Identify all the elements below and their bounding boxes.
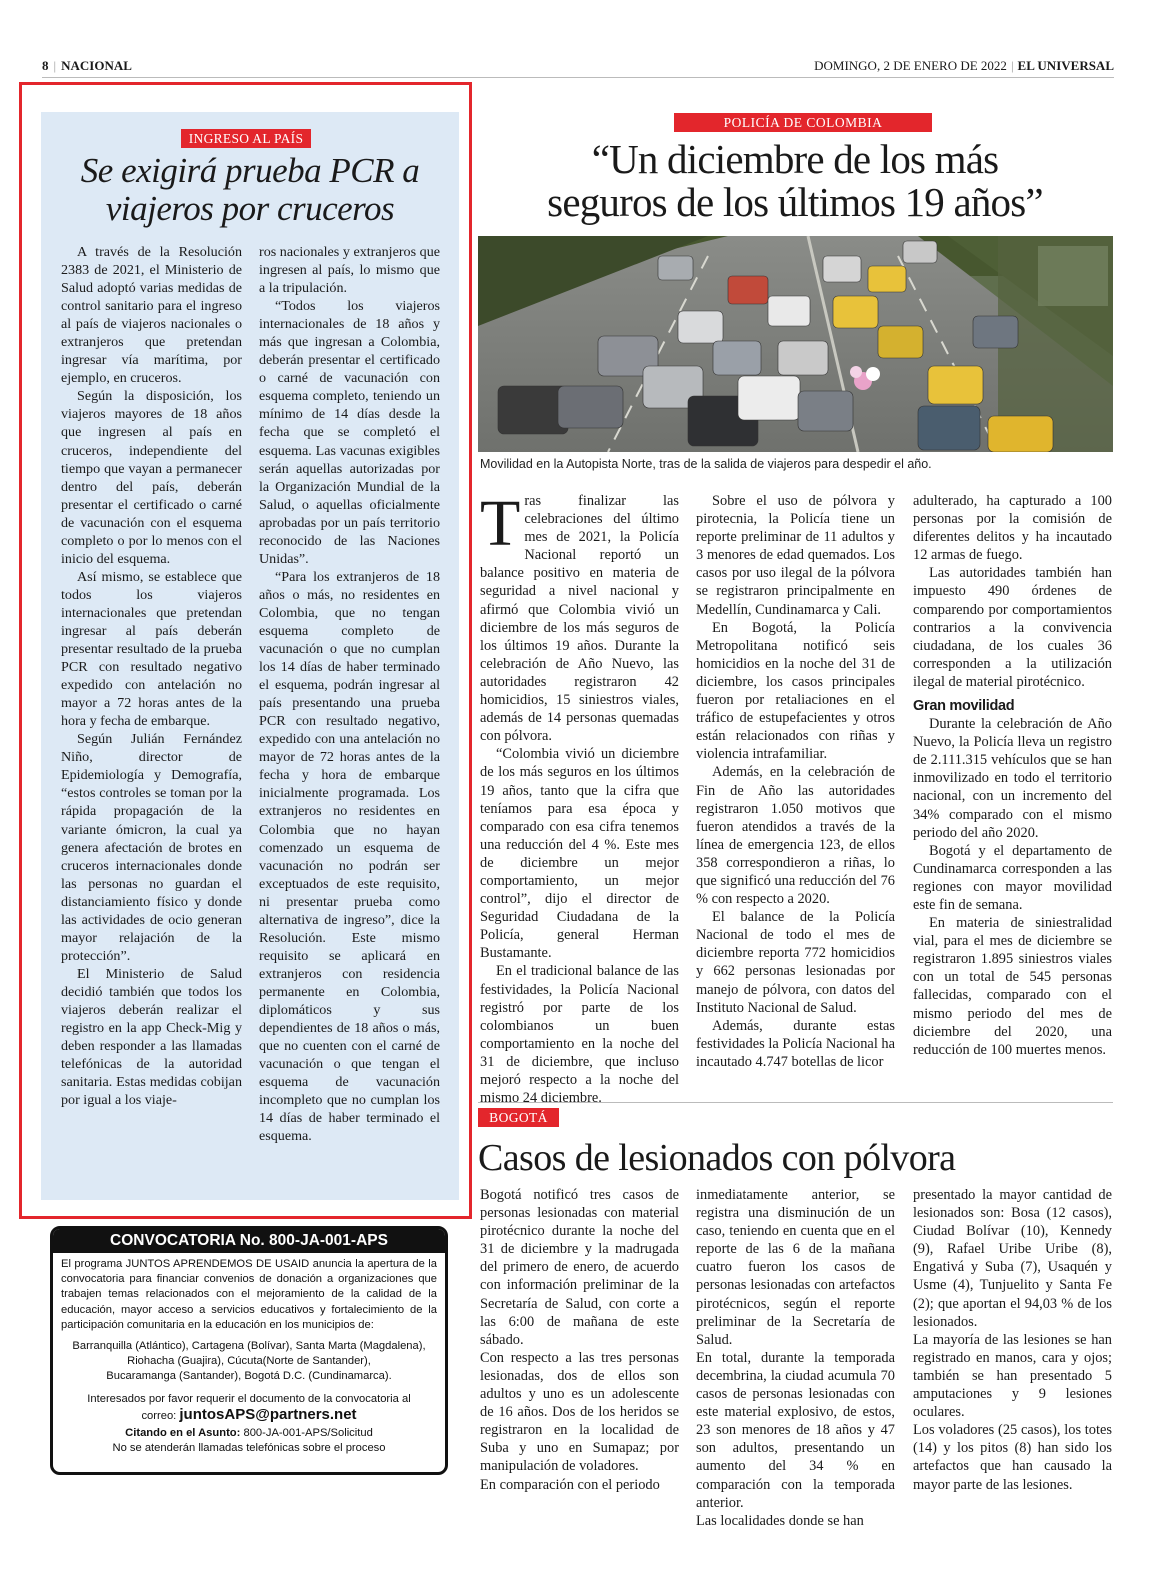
newspaper-brand: EL UNIVERSAL [1017,58,1114,73]
main-headline: “Un diciembre de los más seguros de los últimos 19 años” [547,136,1043,225]
issue-date: DOMINGO, 2 DE ENERO DE 2022 [814,58,1007,73]
paragraph: “Todos los viajeros internacionales de 18 años y más que ingresan a Colombia, deberán presentar el certificado o carné de vacunación con esquema completo, teniendo un mínimo de 14 días desde la fecha que se completó el esquema. Las vacunas exigibles serán aquellas autorizadas por la Organización Mundial de la Salud, o aquellas oficialmente aprobadas por un país territorio reconocido de las Naciones Unidas”. [259,298,440,567]
main-column-2 [696,492,895,1071]
page-header [42,56,1114,78]
ad-email-link[interactable]: juntosAPS@partners.net [179,1405,357,1423]
ad-interest-line: Interesados por favor requerir el documento de la convocatoria al [87,1392,411,1405]
paragraph: La mayoría de las lesiones se han registrado en manos, cara y ojos; también se han presentado 5 amputaciones y 9 lesiones oculares. [913,1331,1112,1421]
header-left: 8 | NACIONAL [42,58,132,73]
bogota-column-2 [696,1186,895,1530]
paragraph: En total, durante la temporada decembrina, la ciudad acumula 70 casos de personas lesionadas con este material explosivo, de estos, 23 son menores de 18 años y 47 son adultos, presentando un aumento del 34 % en comparación con la temporada anterior. [696,1349,895,1511]
sidebar-headline: Se exigirá prueba PCR a viajeros por cruceros [80,151,420,228]
paragraph: Además, durante estas festividades la Policía Nacional ha incautado 4.747 botellas de licor [696,1017,896,1070]
main-column-3 [913,492,1112,1059]
paragraph: ros nacionales y extranjeros que ingresen al país, lo mismo que a la tripulación. [259,244,440,297]
paragraph: adulterado, ha capturado a 100 personas por la comisión de diferentes delitos y ha incautado 12 armas de fuego. [913,493,1112,564]
section-name: NACIONAL [61,58,132,73]
paragraph: Además, en la celebración de Fin de Año las autoridades registraron 1.050 motivos que fueron atendidos a través de la línea de emergencia 123, de ellos 358 correspondieron a riñas, lo que significó una reducción del 76 % con respecto a 2020. [696,764,895,908]
paragraph: Sobre el uso de pólvora y pirotecnia, la Policía tiene un reporte preliminar de 11 adultos y 3 menores de edad quemados. Los casos por uso ilegal de la pólvora se registraron principalmente en Medellín, Cundinamarca y Cali. [696,493,895,618]
paragraph: Con respecto a las tres personas lesionadas, dos de ellos son adultos y uno es un adolescente de 16 años. Dos de los heridos se registraron en la localidad de Suba y uno en Sumapaz; por manipulación de voladores. [480,1349,679,1475]
paragraph: En materia de siniestralidad vial, para el mes de diciembre se registraron 1.895 siniestros viales con un total de 545 personas fallecidas, comparado con el mismo periodo del mes de diciembre del 2020, una reducción de 100 muertes menos. [913,915,1112,1058]
sidebar-column-1 [61,243,242,1109]
paragraph: presentado la mayor cantidad de lesionados son: Bosa (12 casos), Ciudad Bolívar (10), Kennedy (9), Rafael Uribe Uribe (8), Engativá y Suba (7), Usaquén y Usme (4), Tunjuelito y Santa Fe (2); que aportan el 94,03 % de los lesionados. [913,1187,1112,1330]
section-divider [478,1102,1113,1103]
sidebar-kicker: INGRESO AL PAÍS [181,129,311,148]
bogota-column-3 [913,1186,1112,1494]
ad-title: CONVOCATORIA No. 800-JA-001-APS [53,1229,445,1253]
subheading: Gran movilidad [913,698,1015,715]
bogota-column-1 [480,1186,679,1494]
main-kicker: POLICÍA DE COLOMBIA [674,113,932,132]
drop-cap: T [480,487,521,560]
paragraph: Las localidades donde se han [696,1512,864,1529]
ad-email-line: correo: juntosAPS@partners.net [141,1405,357,1423]
sidebar-column-2 [259,243,440,1145]
paragraph: Según Julián Fernández Niño, director de Epidemiología y Demografía, “estos controles se toman por la rápida propagación de la variante ómicron, la cual ya genera afectación de brotes en cruceros internacionales donde las personas no guardan el distanciamiento físico y donde las actividades de ocio generan mayor relajación de la protección”. [61,731,242,964]
highway-traffic-photo [478,236,1113,452]
paragraph: El balance de la Policía Nacional de todo el mes de diciembre reporta 772 homicidios y 662 personas lesionadas por manejo de pólvora, con datos del Instituto Nacional de Salud. [696,909,895,1016]
bogota-headline: Casos de lesionados con pólvora [478,1137,956,1179]
header-right: DOMINGO, 2 DE ENERO DE 2022 | EL UNIVERSAL [814,58,1114,73]
lead-paragraph: Tras finalizar las celebraciones del último mes de 2021, la Policía Nacional reportó un balance positivo en materia de seguridad a nivel nacional y afirmó que Colombia vivió un diciembre de los más seguros de los últimos 19 años. Durante la celebración de Año Nuevo, las autoridades registraron 42 homicidios, 15 siniestros viales, además de 14 personas quemadas con pólvora. [480,487,679,745]
bogota-kicker: BOGOTÁ [478,1108,559,1127]
paragraph: “Para los extranjeros de 18 años o más, no residentes en Colombia, que no tengan esquema completo de vacunación o que no cumplan los 14 días de haber terminado el esquema, podrán ingresar al país presentando una prueba PCR con resultado negativo, expedido con una antelación no mayor de 72 horas antes de la fecha y hora de embarque inicialmente programada. Los extranjeros no residentes en Colombia que no hayan comenzado un esquema de vacunación no podrán ser exceptuados de este requisito, ni presentar prueba como alternativa de ingreso”, dice la Resolución. Este mismo requisito se aplicará en extranjeros con residencia permanente en Colombia, diplomáticos y sus dependientes de 18 años o más, que no cuenten con el carné de vacunación o que tengan el esquema de vacunación incompleto que no cumplan los 14 días de haber terminado el esquema. [259,568,440,1145]
paragraph: Los voladores (25 casos), los totes (14) y los pitos (8) han sido los artefactos que han causado la mayor parte de las lesiones. [913,1422,1112,1493]
main-column-1 [480,487,679,1107]
photo-caption: Movilidad en la Autopista Norte, tras de la salida de viajeros para despedir el año. [480,457,932,471]
paragraph: Bogotá y el departamento de Cundinamarca corresponden a las regiones con mayor movilidad este fin de semana. [913,842,1112,913]
paragraph: En comparación con el periodo [480,1476,660,1493]
paragraph: Bogotá notificó tres casos de personas lesionadas con material pirotécnico durante la noche del 31 de diciembre y la madrugada del primero de enero, de acuerdo con información preliminar de la Secretaría de Salud, con corte a las 6:00 de mañana de este sábado. [480,1187,679,1348]
ad-body [53,1253,445,1456]
ad-intro: El programa JUNTOS APRENDEMOS DE USAID anuncia la apertura de la convocatoria para financiar convenios de donación a organizaciones que trabajen temas relacionados con el mejoramiento de la calidad de la educación, mayor acceso a servicios educativos y fortalecimiento de la participación comunitaria en la educación en los municipios de: [61,1258,437,1331]
paragraph: Así mismo, se establece que todos los viajeros internacionales que pretendan ingresar al país deberán presentar resultado de la prueba PCR con resultado negativo expedido con antelación no mayor a 72 horas antes de la hora y fecha de embarque. [61,568,242,730]
paragraph: En Bogotá, la Policía Metropolitana notificó seis homicidios en la noche del 31 de diciembre, los casos principales fueron por retaliaciones en el tráfico de estupefacientes y otros están relacionados con riñas y violencia intrafamiliar. [696,619,895,763]
ad-subject-line: Citando en el Asunto: 800-JA-001-APS/Solicitud [125,1427,373,1440]
ad-note: No se atenderán llamadas telefónicas sobre el proceso [112,1442,386,1455]
paragraph: inmediatamente anterior, se registra una disminución de un caso, teniendo en cuenta que en el reporte de las 6 de la mañana cuatro fueron los casos de personas lesionadas con artefactos pirotécnicos, según el reporte preliminar de la Secretaría de Salud. [696,1187,895,1348]
paragraph: El Ministerio de Salud decidió también que todos los viajeros deberán realizar el registro en la app Check-Mig y deben responder a las llamadas telefónicas de la autoridad sanitaria. Estas medidas cobijan por igual a los viaje- [61,965,242,1109]
paragraph: En el tradicional balance de las festividades, la Policía Nacional registró por parte de los colombianos un buen comportamiento en la noche del 31 de diciembre, que incluso mejoró respecto a la noche del mismo 24 diciembre. [480,963,679,1107]
page-number: 8 [42,58,49,73]
paragraph: Las autoridades también han impuesto 490 órdenes de comparendo por comportamientos contrarios a la convivencia ciudadana, de los cuales 36 corresponden a la utilización ilegal de material pirotécnico. [913,565,1112,690]
convocatoria-ad [50,1226,448,1475]
paragraph: Según la disposición, los viajeros mayores de 18 años que ingresen al país en cruceros, independiente del tiempo que vayan a permanecer dentro del país, deberán presentar el certificado o carné de vacunación con el esquema completo o por lo menos con el inicio del esquema. [61,388,242,567]
traffic-illustration [478,236,1113,452]
ad-municipalities: Barranquilla (Atlántico), Cartagena (Bolívar), Santa Marta (Magdalena), Riohacha (Guajira), Cúcuta(Norte de Santander), Bucaramanga (Santander), Bogotá D.C. (Cundinamarca). [72,1340,426,1383]
paragraph: A través de la Resolución 2383 de 2021, el Ministerio de Salud adoptó varias medidas de control sanitario para el ingreso al país de viajeros nacionales o extranjeros que pretendan ingresar vía marítima, por ejemplo, en cruceros. [61,244,242,387]
paragraph: Durante la celebración de Año Nuevo, la Policía lleva un registro de 2.111.315 vehículos que se han inmovilizado en todo el territorio nacional, con un incremento del 34% comparado con el mismo periodo del año 2020. [913,716,1112,841]
paragraph: “Colombia vivió un diciembre de los más seguros en los últimos 19 años, tanto que la cifra que teníamos para esa época y comparado con esa cifra tenemos una reducción del 4 %. Este mes de diciembre un mejor comportamiento, un mejor control”, dijo el director de Seguridad Ciudadana de la Policía, general Herman Bustamante. [480,746,679,962]
